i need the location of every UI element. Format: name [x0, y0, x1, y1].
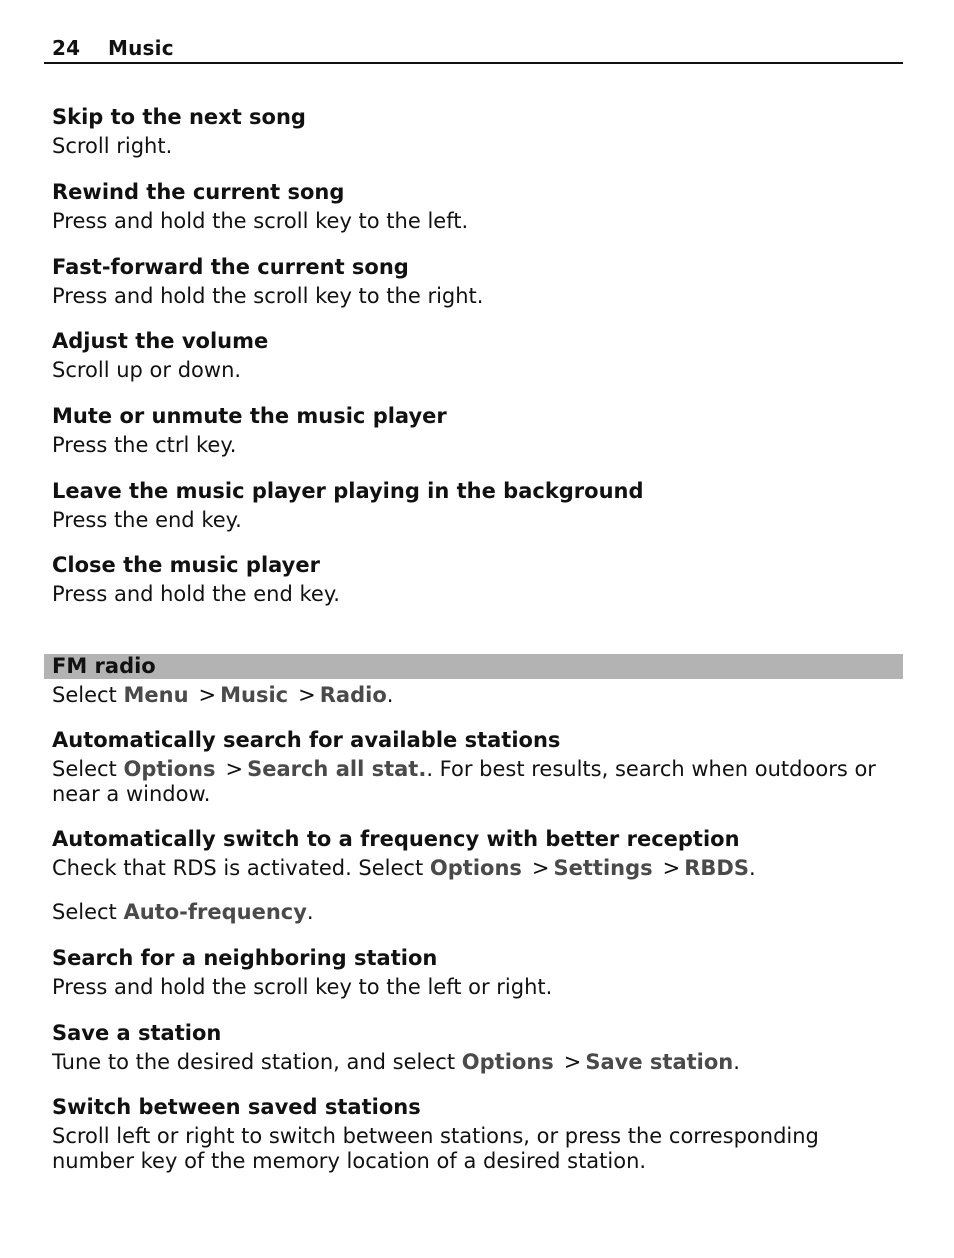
select-word: Select: [52, 900, 117, 924]
period: .: [386, 683, 394, 707]
ui-settings: Settings: [553, 856, 653, 880]
item-title: Close the music player: [52, 553, 320, 577]
item-title: Search for a neighboring station: [52, 946, 438, 970]
period: .: [306, 900, 314, 924]
ui-options: Options: [429, 856, 522, 880]
item-body: Scroll left or right to switch between stations, or press the corresponding number key of the memory location of a desired station.: [52, 1124, 819, 1173]
item-body: Press and hold the scroll key to the left or right.: [52, 975, 553, 999]
item-title: Switch between saved stations: [52, 1095, 421, 1119]
select-word: Select: [52, 757, 117, 781]
item-rewind: [52, 179, 902, 234]
period: .: [733, 1050, 740, 1074]
item-title: Automatically switch to a frequency with better reception: [52, 827, 740, 851]
item-switch-saved: [52, 1094, 902, 1174]
item-auto-switch: [52, 826, 902, 925]
ui-auto-frequency: Auto-frequency: [123, 900, 307, 924]
item-body: Press and hold the scroll key to the right.: [52, 284, 484, 308]
item-title: Rewind the current song: [52, 180, 345, 204]
item-body: Press the end key.: [52, 508, 242, 532]
item-title: Adjust the volume: [52, 329, 269, 353]
item-neighbor-station: [52, 945, 902, 1000]
item-body: . For best results, search when outdoors or near a window.: [52, 757, 876, 806]
path-separator: >: [198, 683, 217, 707]
fm-radio-select-path: [52, 683, 902, 708]
item-body: Scroll right.: [52, 134, 173, 158]
item-mute: [52, 403, 902, 458]
ui-options: Options: [461, 1050, 554, 1074]
item-title: Skip to the next song: [52, 105, 306, 129]
item-adjust-volume: [52, 328, 902, 383]
page-header: [44, 34, 903, 64]
menu-path-menu: Menu: [123, 683, 189, 707]
item-title: Automatically search for available stations: [52, 728, 561, 752]
item-background: [52, 478, 902, 533]
fm-radio-section-band: [44, 654, 903, 679]
period: .: [748, 856, 756, 880]
path-separator: >: [531, 856, 550, 880]
path-separator: >: [298, 683, 316, 707]
item-title: Save a station: [52, 1021, 222, 1045]
path-separator: >: [563, 1050, 582, 1074]
item-body: Press and hold the end key.: [52, 582, 340, 606]
item-body: Scroll up or down.: [52, 358, 242, 382]
menu-path-radio: Radio: [319, 683, 387, 707]
item-body: Tune to the desired station, and select: [52, 1050, 456, 1074]
item-title: Leave the music player playing in the background: [52, 479, 644, 503]
item-auto-search: [52, 727, 902, 807]
item-fast-forward: [52, 254, 902, 309]
path-separator: >: [662, 856, 681, 880]
item-body: Press and hold the scroll key to the left.: [52, 209, 469, 233]
select-word: Select: [52, 683, 117, 707]
item-body: Press the ctrl key.: [52, 433, 237, 457]
item-title: Fast-forward the current song: [52, 255, 409, 279]
item-body: Check that RDS is activated. Select: [52, 856, 424, 880]
ui-search-all-stations: Search all stat.: [247, 757, 427, 781]
menu-path-music: Music: [220, 683, 289, 707]
item-save-station: [52, 1020, 902, 1075]
ui-rbds: RBDS: [684, 856, 749, 880]
item-close-player: [52, 552, 902, 607]
ui-options: Options: [123, 757, 216, 781]
page-number: 24: [52, 36, 81, 60]
section-title: Music: [108, 36, 174, 60]
ui-save-station: Save station: [585, 1050, 734, 1074]
fm-radio-heading: FM radio: [52, 654, 156, 678]
item-title: Mute or unmute the music player: [52, 404, 447, 428]
item-skip-next: [52, 104, 902, 159]
path-separator: >: [225, 757, 244, 781]
